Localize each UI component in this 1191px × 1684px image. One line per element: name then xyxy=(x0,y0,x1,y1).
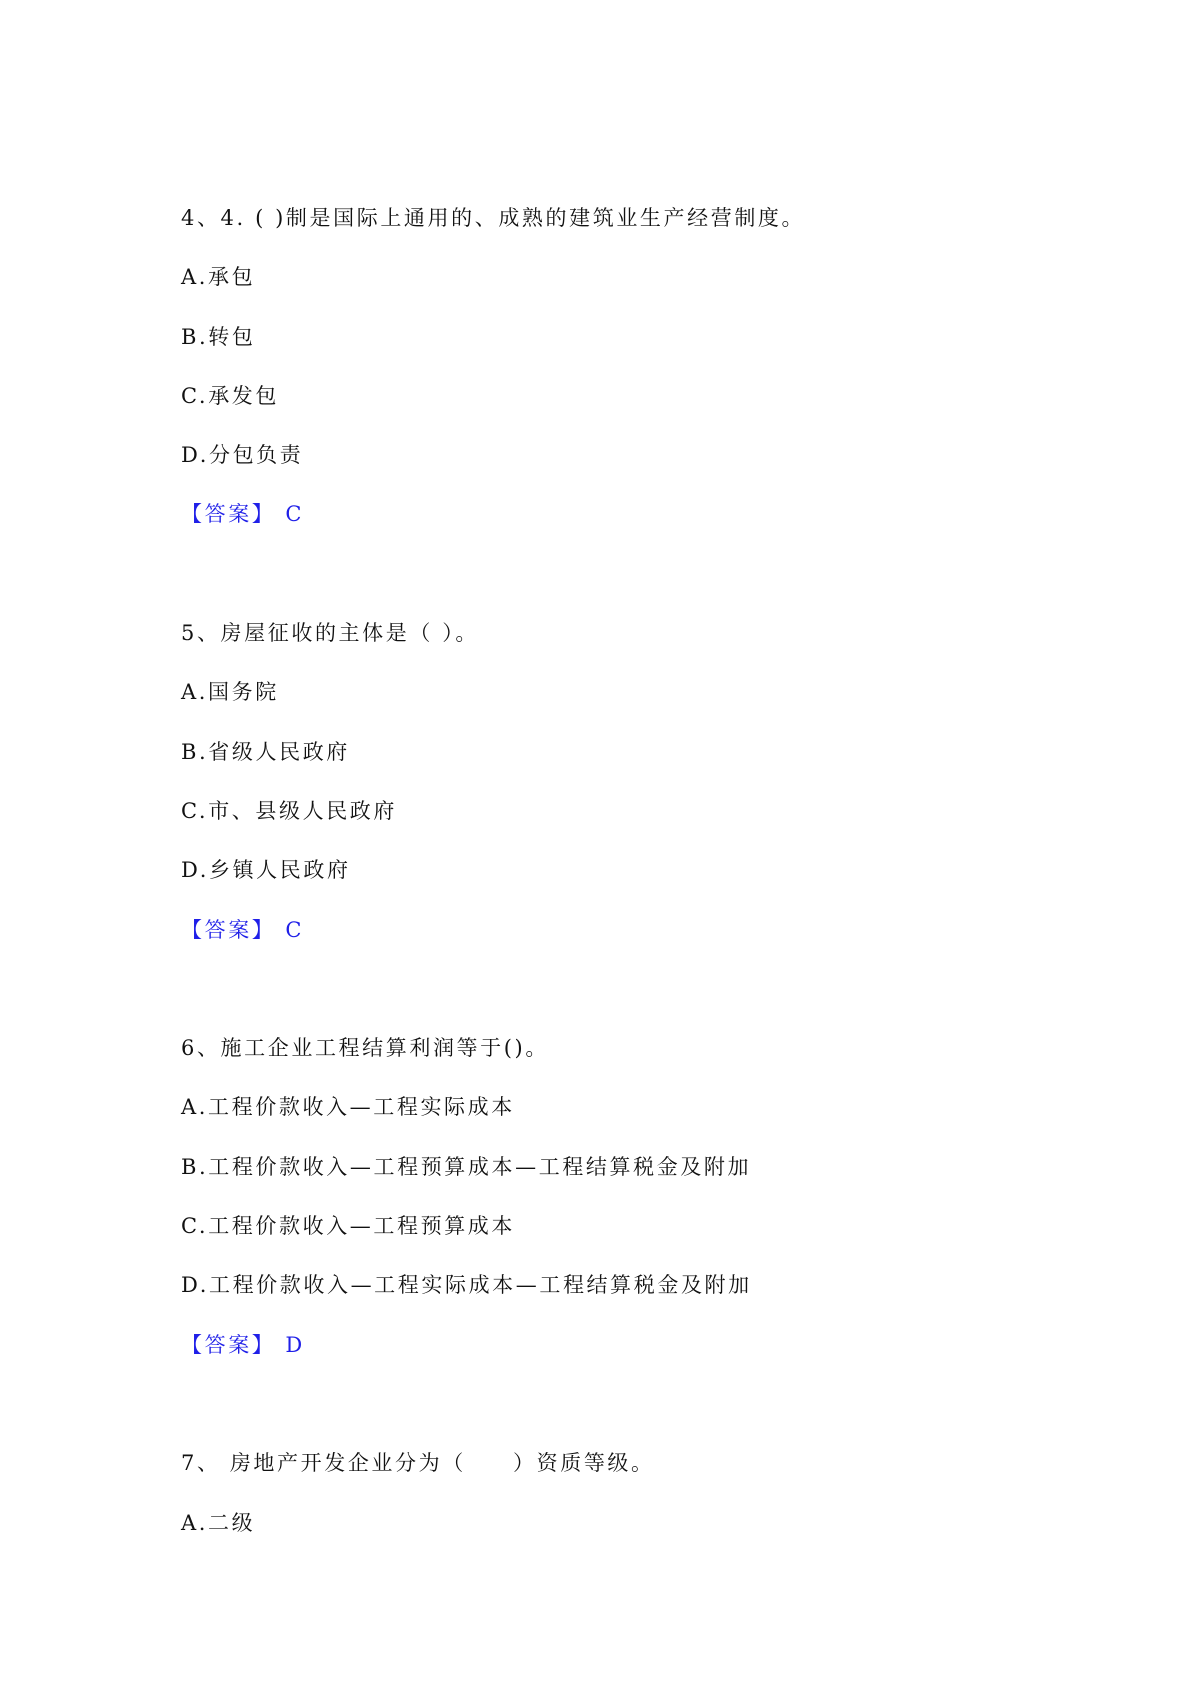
question-list xyxy=(181,189,1141,1612)
question-7 xyxy=(181,1434,1141,1553)
option-b: B.工程价款收入—工程预算成本—工程结算税金及附加 xyxy=(181,1154,752,1179)
option-c: C.承发包 xyxy=(181,383,279,408)
answer-label: 【答案】 xyxy=(181,502,276,527)
answer-line xyxy=(181,1316,1141,1375)
question-6 xyxy=(181,1019,1141,1375)
option-a: A.承包 xyxy=(181,265,256,290)
option-c: C.市、县级人民政府 xyxy=(181,798,397,823)
answer-value: C xyxy=(285,917,302,942)
option-a: A.国务院 xyxy=(181,680,279,705)
answer-value: C xyxy=(285,502,302,527)
option-b: B.省级人民政府 xyxy=(181,739,350,764)
question-stem: 5、房屋征收的主体是（ ）。 xyxy=(181,621,479,646)
answer-line xyxy=(181,901,1141,960)
answer-label: 【答案】 xyxy=(181,917,276,942)
option-d: D.工程价款收入—工程实际成本—工程结算税金及附加 xyxy=(181,1273,752,1298)
option-a: A.二级 xyxy=(181,1510,256,1535)
option-a: A.工程价款收入—工程实际成本 xyxy=(181,1095,515,1120)
question-4 xyxy=(181,189,1141,545)
question-stem: 7、 房地产开发企业分为（ ）资质等级。 xyxy=(181,1451,655,1476)
question-stem: 4、4. ( )制是国际上通用的、成熟的建筑业生产经营制度。 xyxy=(181,206,806,230)
option-c: C.工程价款收入—工程预算成本 xyxy=(181,1214,515,1239)
option-d: D.乡镇人民政府 xyxy=(181,858,351,883)
question-5 xyxy=(181,604,1141,960)
question-stem: 6、施工企业工程结算利润等于()。 xyxy=(181,1036,549,1061)
option-b: B.转包 xyxy=(181,324,256,349)
answer-label: 【答案】 xyxy=(181,1332,276,1357)
answer-value: D xyxy=(285,1332,303,1357)
option-d: D.分包负责 xyxy=(181,443,304,468)
answer-line xyxy=(181,485,1141,544)
